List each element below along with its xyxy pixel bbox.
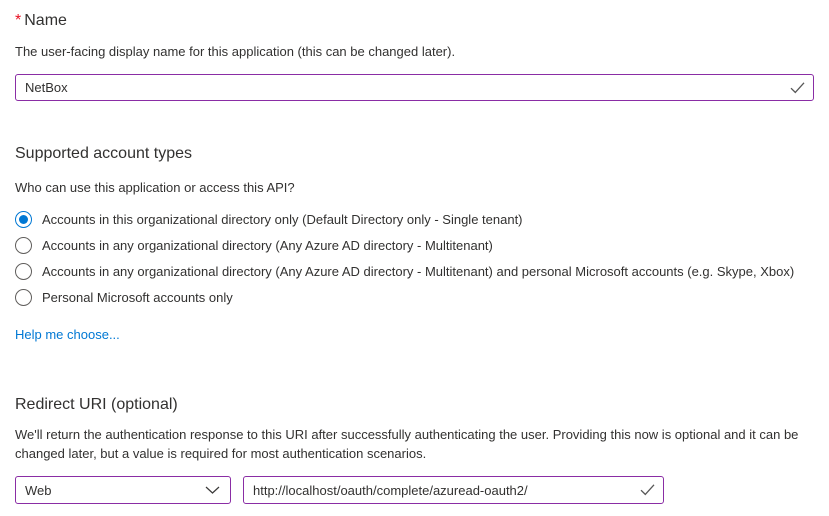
account-types-section <box>15 143 814 344</box>
name-input[interactable] <box>15 74 814 101</box>
name-field-wrapper <box>15 74 814 101</box>
redirect-uri-section <box>15 394 814 504</box>
radio-unselected-icon <box>15 263 32 280</box>
redirect-uri-heading: Redirect URI (optional) <box>15 396 178 413</box>
redirect-uri-description: We'll return the authentication response to this URI after successfully authenticating the user. Providing this now is optional and it can be changed later, but a value is required for most authentication scenarios. <box>15 427 799 461</box>
platform-select-value: Web <box>25 482 52 498</box>
account-type-radio-group <box>15 206 814 310</box>
required-asterisk: * <box>15 12 22 29</box>
radio-option-multitenant-personal[interactable] <box>15 258 814 284</box>
radio-option-label: Accounts in this organizational directory only (Default Directory only - Single tenant) <box>42 211 523 227</box>
name-section-heading <box>15 10 814 31</box>
chevron-down-icon <box>205 486 220 494</box>
platform-select[interactable] <box>15 476 231 504</box>
name-description: The user-facing display name for this application (this can be changed later). <box>15 44 456 59</box>
radio-option-label: Accounts in any organizational directory (Any Azure AD directory - Multitenant) <box>42 237 493 253</box>
radio-unselected-icon <box>15 237 32 254</box>
redirect-uri-input[interactable] <box>243 476 664 504</box>
redirect-uri-row <box>15 476 814 504</box>
radio-option-label: Accounts in any organizational directory (Any Azure AD directory - Multitenant) and personal Microsoft accounts (e.g. Skype, Xbox) <box>42 263 795 279</box>
radio-option-personal-only[interactable] <box>15 284 814 310</box>
account-types-question: Who can use this application or access this API? <box>15 180 295 195</box>
radio-option-single-tenant[interactable] <box>15 206 814 232</box>
radio-option-multitenant[interactable] <box>15 232 814 258</box>
help-me-choose-link[interactable]: Help me choose... <box>15 327 120 342</box>
check-icon <box>790 82 805 94</box>
radio-option-label: Personal Microsoft accounts only <box>42 289 233 305</box>
account-types-heading: Supported account types <box>15 145 193 162</box>
radio-selected-icon <box>15 211 32 228</box>
redirect-uri-field-wrapper <box>243 476 664 504</box>
name-label: Name <box>24 12 67 29</box>
radio-unselected-icon <box>15 289 32 306</box>
check-icon <box>640 484 655 496</box>
